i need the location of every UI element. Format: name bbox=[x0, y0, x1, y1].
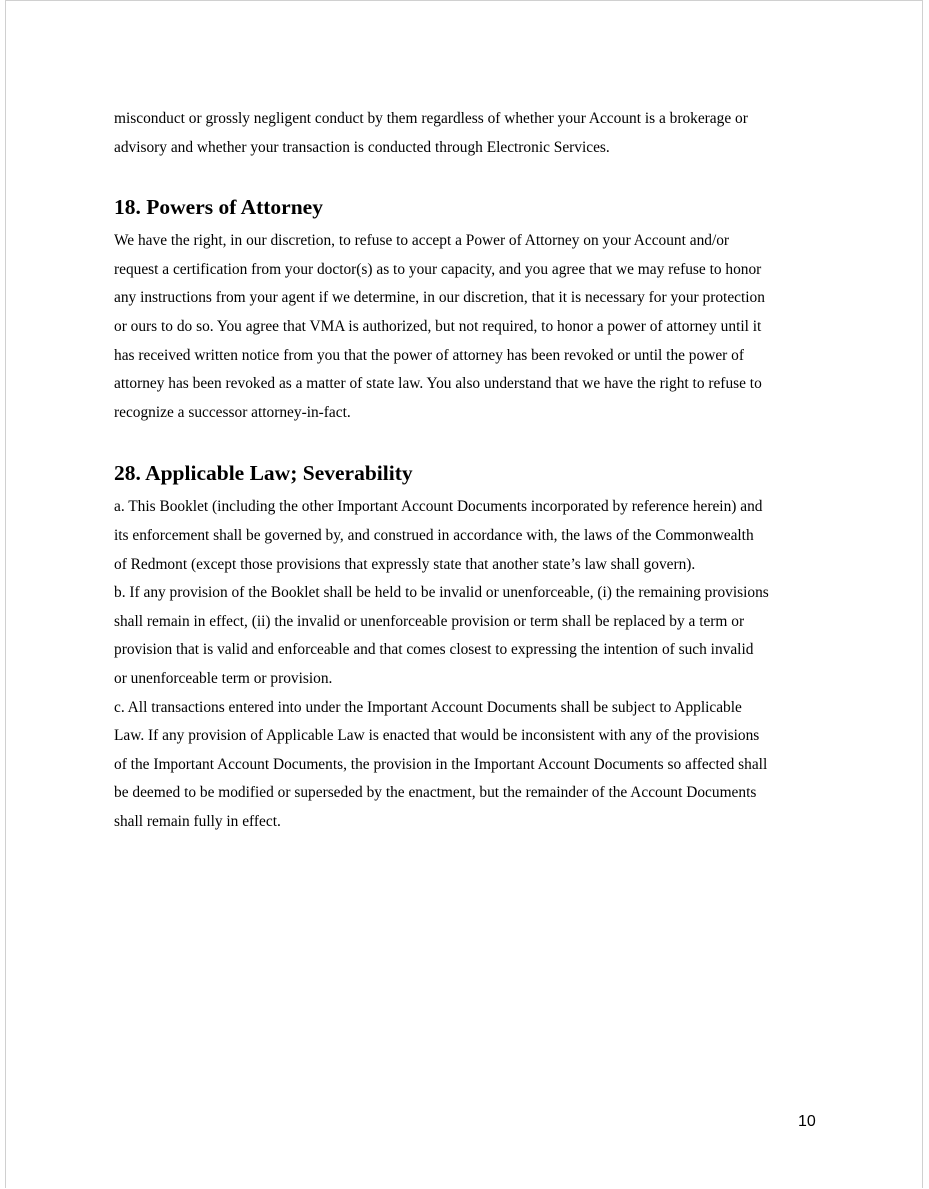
text-line: provision that is valid and enforceable and that comes closest to expressing the intention of such invalid bbox=[114, 641, 754, 659]
text-line: We have the right, in our discretion, to refuse to accept a Power of Attorney on your Account and/or bbox=[114, 232, 730, 250]
section-heading-powers-of-attorney: 18. Powers of Attorney bbox=[114, 195, 323, 220]
text-line: of Redmont (except those provisions that expressly state that another state’s law shall govern). bbox=[114, 555, 696, 573]
text-line: of the Important Account Documents, the provision in the Important Account Documents so affected shall bbox=[114, 755, 768, 773]
text-line: request a certification from your doctor(s) as to your capacity, and you agree that we may refuse to honor bbox=[114, 260, 762, 278]
text-line: a. This Booklet (including the other Important Account Documents incorporated by reference herein) and bbox=[114, 498, 763, 516]
document-page bbox=[5, 0, 923, 1188]
text-line: Law. If any provision of Applicable Law is enacted that would be inconsistent with any of the provisions bbox=[114, 727, 760, 745]
text-line: b. If any provision of the Booklet shall be held to be invalid or unenforceable, (i) the remaining provisions bbox=[114, 584, 769, 602]
text-line: shall remain fully in effect. bbox=[114, 812, 281, 830]
text-line: advisory and whether your transaction is conducted through Electronic Services. bbox=[114, 138, 610, 156]
text-line: misconduct or grossly negligent conduct by them regardless of whether your Account is a brokerage or bbox=[114, 110, 748, 127]
text-line: shall remain in effect, (ii) the invalid or unenforceable provision or term shall be replaced by a term or bbox=[114, 612, 745, 630]
text-line: or ours to do so. You agree that VMA is authorized, but not required, to honor a power of attorney until it bbox=[114, 317, 762, 335]
text-line: attorney has been revoked as a matter of state law. You also understand that we have the right to refuse to bbox=[114, 375, 762, 393]
powers-of-attorney-paragraph bbox=[114, 227, 820, 427]
text-line: c. All transactions entered into under the Important Account Documents shall be subject to Applicable bbox=[114, 698, 742, 716]
text-line: its enforcement shall be governed by, and construed in accordance with, the laws of the Commonwealth bbox=[114, 526, 754, 544]
text-line: recognize a successor attorney-in-fact. bbox=[114, 403, 351, 421]
text-line: or unenforceable term or provision. bbox=[114, 669, 333, 687]
text-line: has received written notice from you that the power of attorney has been revoked or until the power of bbox=[114, 346, 744, 364]
text-line: any instructions from your agent if we determine, in our discretion, that it is necessary for your protection bbox=[114, 289, 765, 307]
intro-paragraph bbox=[114, 105, 820, 162]
applicable-law-paragraph bbox=[114, 493, 820, 836]
page-number: 10 bbox=[798, 1113, 816, 1130]
text-line: be deemed to be modified or superseded by the enactment, but the remainder of the Account Documents bbox=[114, 784, 757, 802]
section-heading-applicable-law: 28. Applicable Law; Severability bbox=[114, 461, 413, 486]
page-content bbox=[114, 105, 820, 836]
